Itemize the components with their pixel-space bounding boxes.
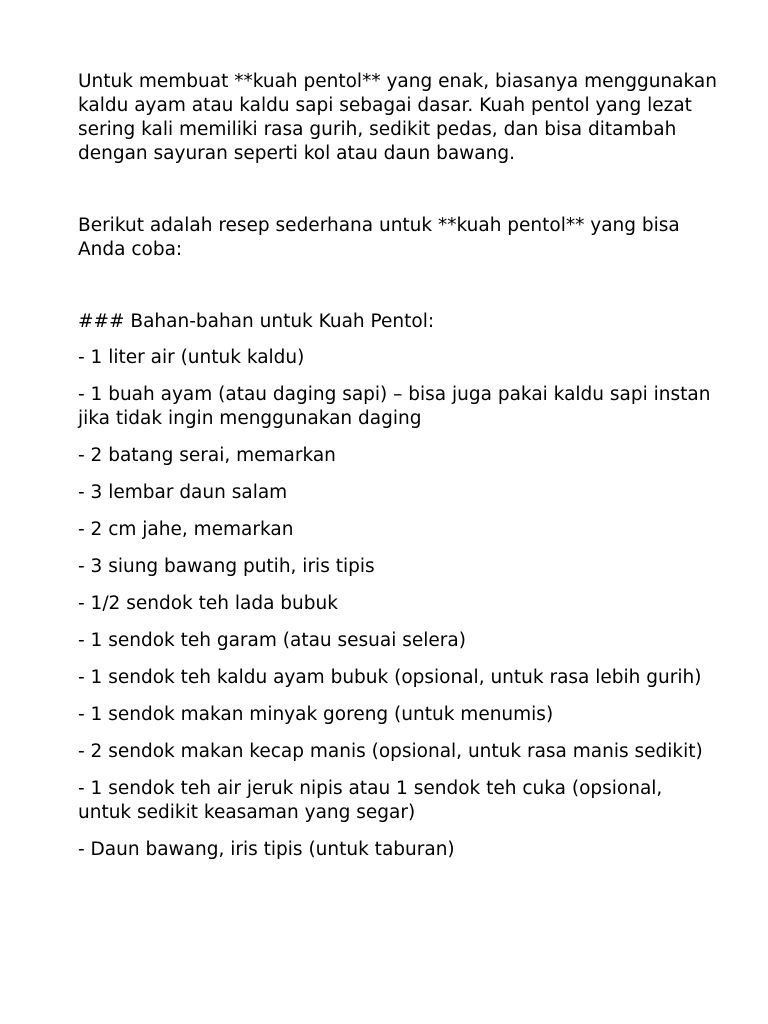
list-item: - 1/2 sendok teh lada bubuk: [78, 593, 338, 614]
list-item: - 2 batang serai, memarkan: [78, 445, 336, 466]
list-item: - 1 sendok teh kaldu ayam bubuk (opsional, untuk rasa lebih gurih): [78, 667, 702, 688]
ingredients-list: [78, 346, 718, 862]
list-item: - 1 sendok teh air jeruk nipis atau 1 sendok teh cuka (opsional, untuk sedikit keasaman yang segar): [78, 778, 663, 823]
lead-paragraph: Berikut adalah resep sederhana untuk **kuah pentol** yang bisa Anda coba:: [78, 215, 680, 260]
list-item: - 2 cm jahe, memarkan: [78, 519, 294, 540]
ingredients-heading: ### Bahan-bahan untuk Kuah Pentol:: [78, 311, 435, 332]
list-item: - 1 buah ayam (atau daging sapi) – bisa juga pakai kaldu sapi instan jika tidak ingin menggunakan daging: [78, 384, 711, 429]
list-item: - 3 siung bawang putih, iris tipis: [78, 556, 375, 577]
list-item: - 3 lembar daun salam: [78, 482, 288, 503]
list-item: - Daun bawang, iris tipis (untuk taburan): [78, 839, 455, 860]
list-item: - 2 sendok makan kecap manis (opsional, untuk rasa manis sedikit): [78, 741, 703, 762]
list-item: - 1 sendok teh garam (atau sesuai selera): [78, 630, 466, 651]
intro-paragraph: Untuk membuat **kuah pentol** yang enak, biasanya menggunakan kaldu ayam atau kaldu sapi sebagai dasar. Kuah pentol yang lezat sering kali memiliki rasa gurih, sedikit pedas, dan bisa ditambah dengan sayuran seperti kol atau daun bawang.: [78, 71, 717, 164]
list-item: - 1 liter air (untuk kaldu): [78, 347, 305, 368]
list-item: - 1 sendok makan minyak goreng (untuk menumis): [78, 704, 554, 725]
document-page: [78, 70, 718, 875]
